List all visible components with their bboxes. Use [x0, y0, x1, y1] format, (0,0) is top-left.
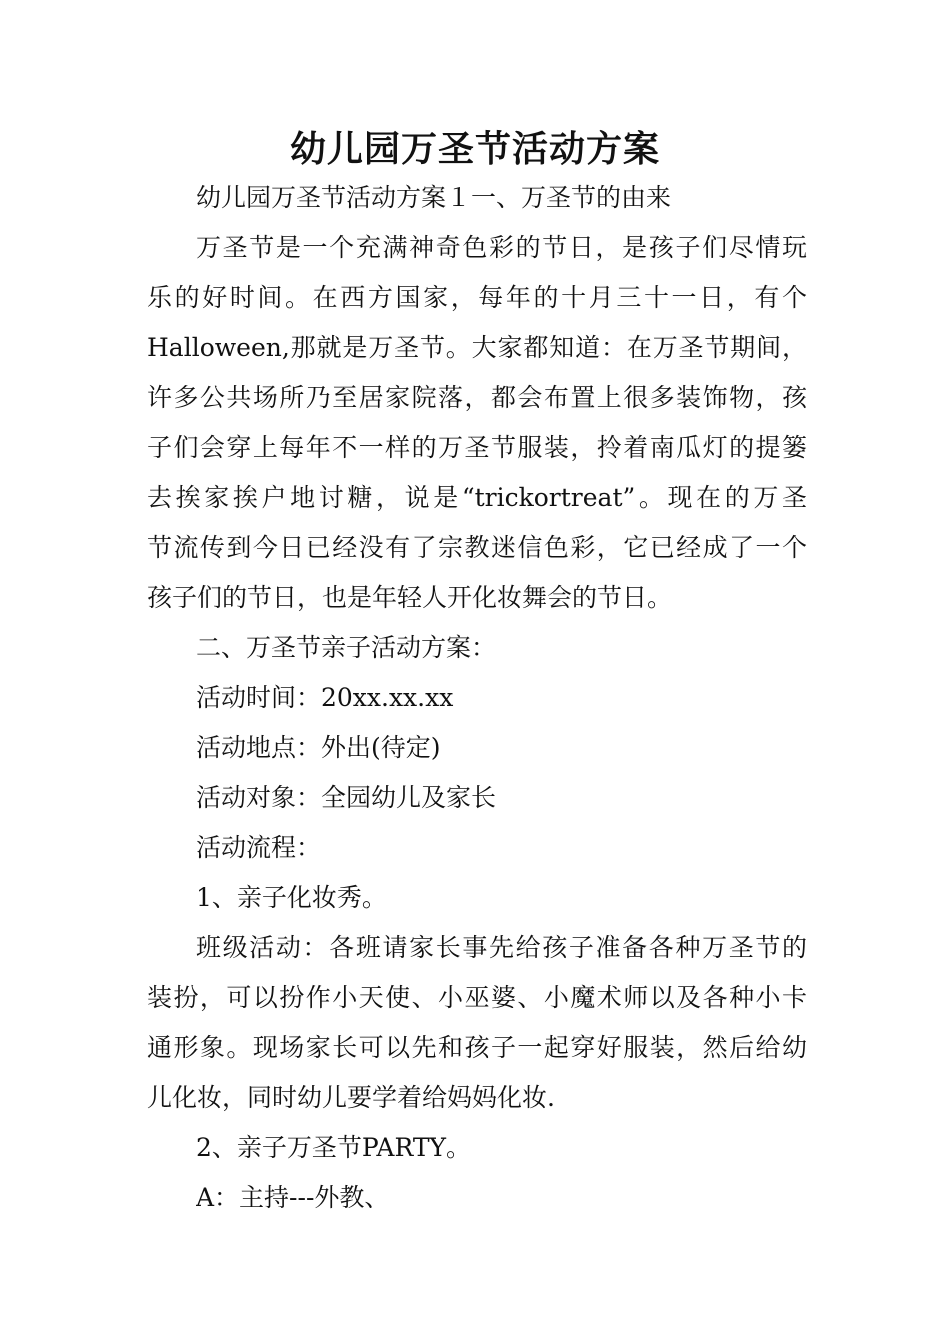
- activity-process-label: 活动流程：: [196, 833, 322, 862]
- activity-location: 活动地点：外出(待定): [196, 733, 441, 762]
- text-line: A：主持---外教、: [196, 1183, 390, 1212]
- text-line: 孩子们的节日，也是年轻人开化妆舞会的节日。: [147, 583, 673, 612]
- text-line: 去挨家挨户地讨糖，说是“trickortreat”。现在的万圣: [147, 483, 807, 512]
- text-line: Halloween,那就是万圣节。大家都知道：在万圣节期间，: [147, 333, 807, 362]
- list-item: 2、亲子万圣节PARTY。: [196, 1133, 472, 1162]
- text-line: 装扮，可以扮作小天使、小巫婆、小魔术师以及各种小卡: [147, 983, 807, 1012]
- text-line: 万圣节是一个充满神奇色彩的节日，是孩子们尽情玩: [196, 233, 807, 262]
- section-heading: 二、万圣节亲子活动方案：: [196, 633, 497, 662]
- text-line: 儿化妆，同时幼儿要学着给妈妈化妆.: [147, 1083, 555, 1112]
- text-line: 许多公共场所乃至居家院落，都会布置上很多装饰物，孩: [147, 383, 807, 412]
- list-item: 1、亲子化妆秀。: [196, 883, 387, 912]
- text-line: 通形象。现场家长可以先和孩子一起穿好服装，然后给幼: [147, 1033, 807, 1062]
- text-line: 幼儿园万圣节活动方案１一、万圣节的由来: [196, 183, 672, 212]
- activity-time: 活动时间：20xx.xx.xx: [196, 683, 454, 712]
- text-line: 节流传到今日已经没有了宗教迷信色彩，它已经成了一个: [147, 533, 807, 562]
- text-line: 乐的好时间。在西方国家，每年的十月三十一日，有个: [147, 283, 807, 312]
- text-line: 班级活动：各班请家长事先给孩子准备各种万圣节的: [196, 933, 807, 962]
- text-line: 子们会穿上每年不一样的万圣节服装，拎着南瓜灯的提篓: [147, 433, 807, 462]
- document-title: 幼儿园万圣节活动方案: [289, 129, 660, 170]
- activity-audience: 活动对象：全园幼儿及家长: [196, 783, 497, 812]
